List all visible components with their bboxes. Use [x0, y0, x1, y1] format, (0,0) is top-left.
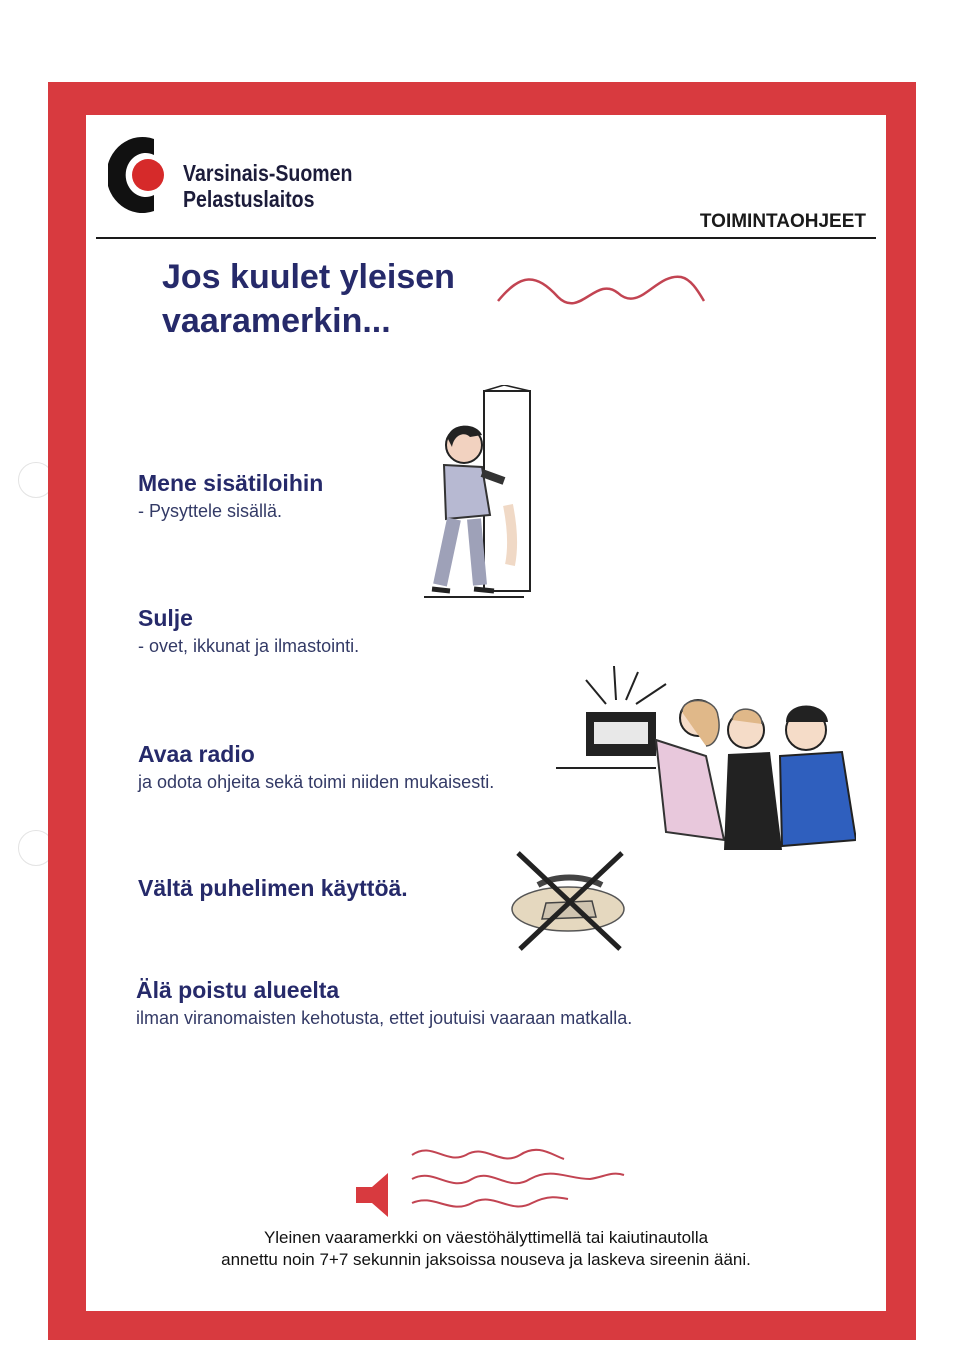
instruction-text: ilman viranomaisten kehotusta, ettet joutuisi vaaraan matkalla. [136, 1008, 633, 1028]
footer-note [86, 1227, 886, 1271]
org-line-1: Varsinais-Suomen [183, 160, 353, 186]
instruction-radio [138, 741, 494, 793]
org-line-2: Pelastuslaitos [183, 186, 315, 212]
crossed-phone-icon [506, 845, 636, 955]
instruction-phone [138, 875, 408, 906]
instruction-stay [136, 977, 632, 1029]
document-type-label: TOIMINTAOHJEET [699, 211, 866, 232]
instruction-go-inside [138, 470, 323, 522]
poster-body [86, 115, 886, 1311]
siren-speaker-icon [342, 1135, 632, 1225]
instruction-heading: Avaa radio [138, 741, 255, 767]
instruction-heading: Älä poistu alueelta [136, 977, 340, 1003]
instruction-text: - Pysyttele sisällä. [138, 501, 283, 521]
instruction-heading: Mene sisätiloihin [138, 470, 324, 496]
organization-name [183, 160, 353, 212]
instruction-heading: Vältä puhelimen käyttöä. [138, 875, 408, 901]
wave-icon [496, 267, 706, 317]
person-door-illustration [404, 385, 544, 615]
logo-icon [108, 133, 172, 217]
instruction-close [138, 605, 359, 657]
title-line-1: Jos kuulet yleisen [162, 258, 455, 296]
footer-line-1: Yleinen vaaramerkki on väestöhälyttimellä tai kaiutinautolla [263, 1228, 709, 1247]
poster-frame [48, 82, 916, 1340]
radio-listeners-illustration [556, 660, 856, 870]
instruction-text: - ovet, ikkunat ja ilmastointi. [138, 636, 360, 656]
footer-line-2: annettu noin 7+7 sekunnin jaksoissa nouseva ja laskeva sireenin ääni. [221, 1250, 751, 1269]
header-rule [96, 237, 876, 239]
instruction-heading: Sulje [138, 605, 193, 631]
page-title [162, 255, 455, 343]
title-line-2: vaaramerkin... [162, 302, 391, 340]
instruction-text: ja odota ohjeita sekä toimi niiden mukaisesti. [138, 772, 495, 792]
